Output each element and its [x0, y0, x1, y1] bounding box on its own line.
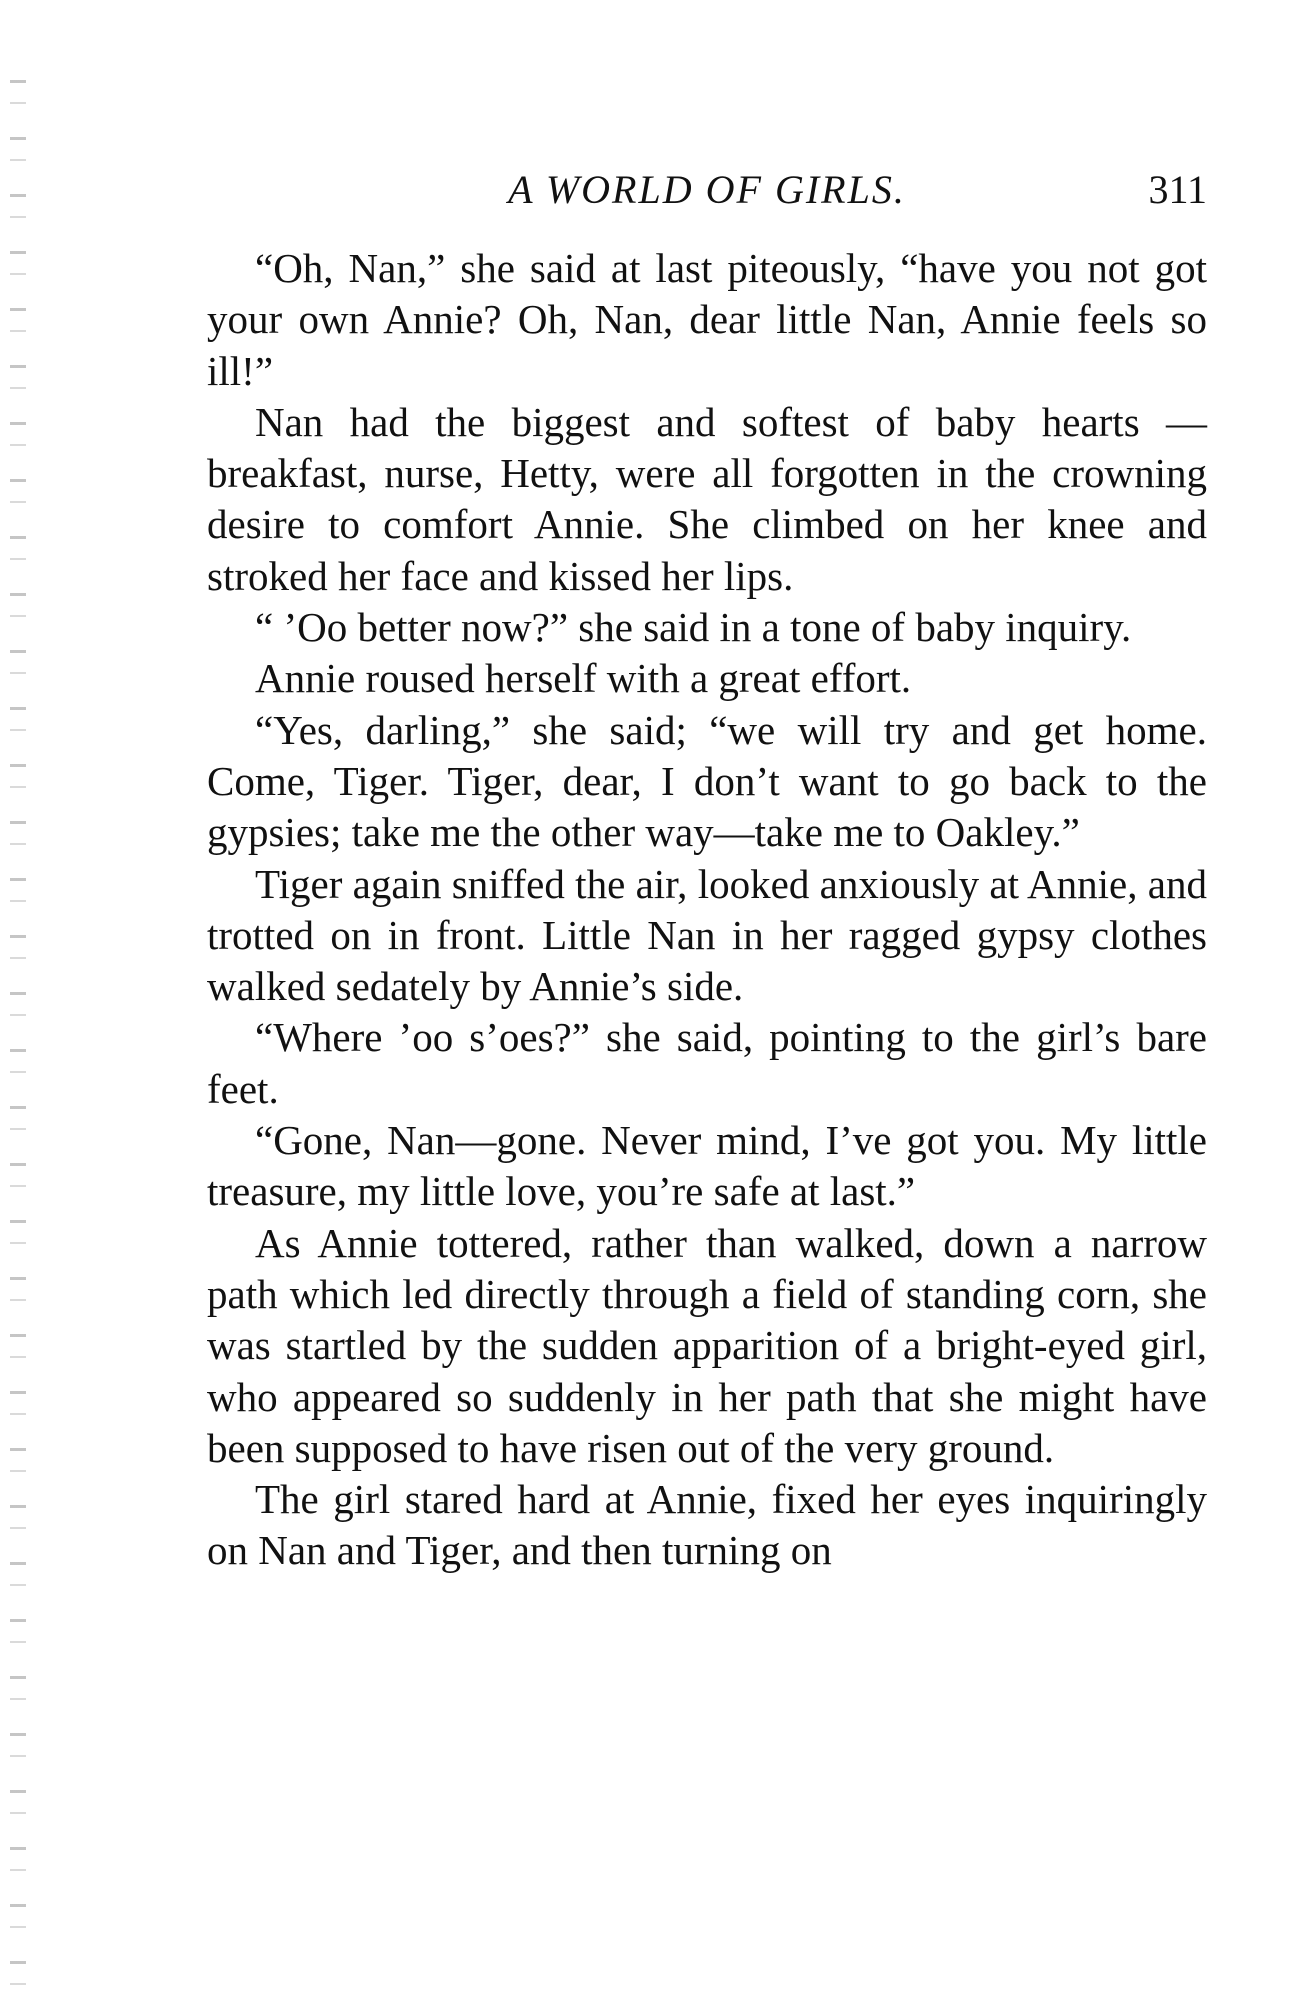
paragraph: The girl stared hard at Annie, fixed her eyes inquiringly on Nan and Tiger, and then turning on	[207, 1476, 1207, 1574]
paragraph: “Oh, Nan,” she said at last piteously, “have you not got your own Annie? Oh, Nan, dear little Nan, Annie feels so ill!”	[207, 245, 1207, 394]
paragraph: Tiger again sniffed the air, looked anxiously at Annie, and trotted on in front. Little Nan in her ragged gypsy clothes walked sedately by Annie’s side.	[207, 860, 1207, 1010]
running-title: A WORLD OF GIRLS.	[508, 167, 906, 212]
running-head	[207, 160, 1207, 220]
paragraph: “Where ’oo s’oes?” she said, pointing to the girl’s bare feet.	[207, 1014, 1207, 1112]
paragraph: Annie roused herself with a great effort.	[255, 655, 912, 702]
paragraph: “Gone, Nan—gone. Never mind, I’ve got you. My little treasure, my little love, you’re safe at last.”	[207, 1117, 1207, 1215]
paragraph: Nan had the biggest and softest of baby hearts —breakfast, nurse, Hetty, were all forgotten in the crowning desire to comfort Annie. She climbed on her knee and stroked her face and kissed her lips.	[207, 398, 1207, 599]
paragraph: “Yes, darling,” she said; “we will try and get home. Come, Tiger. Tiger, dear, I don’t want to go back to the gypsies; take me the other way—take me to Oakley.”	[207, 706, 1207, 856]
paragraph: As Annie tottered, rather than walked, down a narrow path which led directly through a field of standing corn, she was startled by the sudden apparition of a bright-eyed girl, who appeared so suddenly in her path that she might have been supposed to have risen out of the very ground.	[207, 1219, 1207, 1471]
binding-gutter-marks	[10, 80, 26, 1990]
body-text	[207, 243, 1207, 1577]
paragraph: “ ’Oo better now?” she said in a tone of baby inquiry.	[255, 604, 1132, 651]
page-number: 311	[1148, 167, 1207, 212]
